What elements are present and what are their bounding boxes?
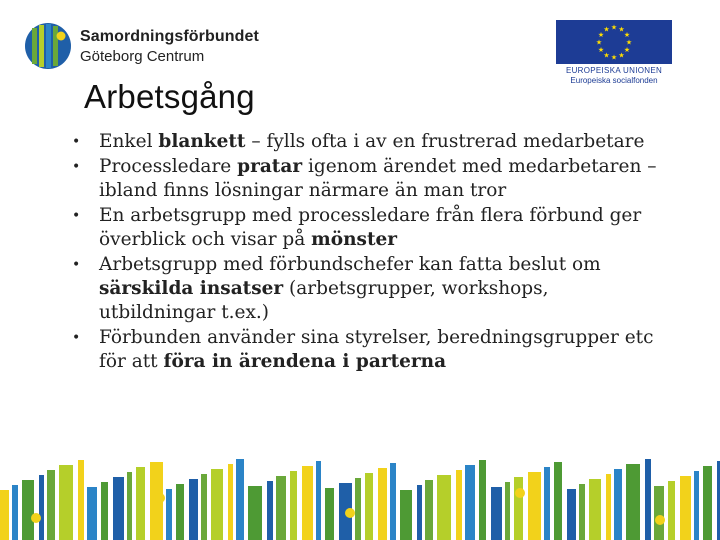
eu-star-icon: ★ [603, 25, 610, 34]
stripe [211, 469, 223, 540]
stripe-dot [345, 508, 355, 518]
bullet-text: Processledare [99, 156, 238, 177]
decorative-stripes [0, 458, 720, 540]
eu-star-icon: ★ [618, 25, 625, 34]
slide-title: Arbetsgång [84, 78, 255, 115]
bullet-emphasis: mönster [311, 229, 398, 250]
bullet-text: – fylls ofta i av en frustrerad medarbetare [245, 131, 645, 152]
eu-flag-icon [556, 20, 672, 64]
eu-text-line-2: Europeiska socialfonden [570, 76, 658, 85]
stripe [113, 477, 124, 540]
stripe [325, 488, 334, 540]
eu-star-icon: ★ [610, 53, 618, 62]
bullet-item [70, 155, 670, 203]
stripe [425, 480, 433, 540]
stripe [668, 481, 675, 540]
stripe [654, 486, 664, 540]
stripe [78, 460, 84, 540]
stripe [101, 482, 108, 540]
bullet-dot-icon: • [72, 330, 81, 346]
eu-star-icon: ★ [597, 46, 605, 54]
bullet-text: Arbetsgrupp med förbundschefer kan fatta beslut om [99, 254, 601, 275]
eu-star-icon: ★ [610, 23, 618, 32]
bullet-text: Enkel [99, 131, 159, 152]
stripe [302, 466, 313, 540]
stripe [456, 470, 462, 540]
stripe [276, 476, 286, 540]
stripe-dot [515, 488, 525, 498]
stripe [236, 459, 244, 540]
bullet-dot-icon: • [72, 159, 81, 175]
stripe [514, 477, 523, 540]
bullet-item [70, 130, 670, 154]
eu-star-icon: ★ [623, 31, 631, 39]
bullet-text: igenom ärendet med medarbetaren –ibland finns lösningar närmare än man tror [99, 156, 657, 201]
bullet-emphasis: föra in ärendena i parterna [163, 351, 447, 372]
bullet-dot-icon: • [72, 257, 81, 273]
stripe-dot [655, 515, 665, 525]
stripe [465, 465, 475, 540]
stripe [87, 487, 97, 540]
stripe [166, 489, 172, 540]
stripe [267, 481, 273, 540]
eu-emblem [556, 20, 672, 85]
stripe [290, 471, 297, 540]
stripe [479, 460, 486, 540]
eu-stars-icon [556, 20, 672, 64]
bullet-emphasis: särskilda insatser [99, 278, 284, 299]
stripe [680, 476, 691, 540]
stripe [614, 469, 622, 540]
stripe [645, 459, 651, 540]
stripe [59, 465, 73, 540]
bullet-text: Förbunden använder sina styrelser, beredningsgrupper etc för att [99, 327, 654, 372]
stripe [378, 468, 387, 540]
bullet-dot-icon: • [72, 208, 81, 224]
bullet-emphasis: pratar [237, 156, 303, 177]
stripe [544, 467, 550, 540]
stripe [703, 466, 712, 540]
logo-line-1: Samordningsförbundet [80, 28, 259, 45]
stripe [567, 489, 576, 540]
stripe [228, 464, 233, 540]
stripe [201, 474, 207, 540]
bullet-dot-icon: • [72, 134, 81, 150]
stripe [528, 472, 541, 540]
stripe [589, 479, 601, 540]
eu-star-icon: ★ [597, 31, 605, 39]
stripe [400, 490, 412, 540]
stripe [626, 464, 640, 540]
logo-mark-icon [24, 22, 72, 70]
stripe [355, 478, 361, 540]
eu-star-icon: ★ [595, 38, 603, 47]
stripe [189, 479, 198, 540]
stripe-dot [31, 513, 41, 523]
stripe [176, 484, 184, 540]
bullet-item [70, 204, 670, 252]
samordningsforbundet-logo [24, 22, 284, 74]
stripe [127, 472, 132, 540]
bullet-text: En arbetsgrupp med processledare från flera förbund ger överblick och visar på [99, 205, 642, 250]
stripe [390, 463, 396, 540]
stripe [136, 467, 145, 540]
stripe [554, 462, 562, 540]
eu-text-line-1: EUROPEISKA UNIONEN [565, 66, 663, 75]
eu-star-icon: ★ [623, 46, 631, 54]
stripe [0, 490, 9, 540]
eu-star-icon: ★ [603, 51, 610, 60]
stripe [365, 473, 373, 540]
stripe [39, 475, 44, 540]
bullet-emphasis: blankett [158, 131, 246, 152]
stripe [248, 486, 262, 540]
stripe [47, 470, 55, 540]
bullet-item [70, 253, 670, 325]
stripe [437, 475, 451, 540]
stripe [505, 482, 510, 540]
stripe [417, 485, 422, 540]
bullet-list [70, 130, 670, 375]
stripe [491, 487, 502, 540]
stripe [694, 471, 699, 540]
eu-star-icon: ★ [625, 38, 633, 47]
bullet-text: (arbetsgrupper, workshops, utbildningar t.ex.) [99, 278, 549, 323]
stripe [22, 480, 34, 540]
logo-line-2: Göteborg Centrum [80, 48, 205, 65]
stripe [12, 485, 18, 540]
bullet-item [70, 326, 670, 374]
stripe [316, 461, 321, 540]
stripe [606, 474, 611, 540]
stripe-dot [155, 493, 165, 503]
stripe [579, 484, 585, 540]
eu-star-icon: ★ [618, 51, 625, 60]
